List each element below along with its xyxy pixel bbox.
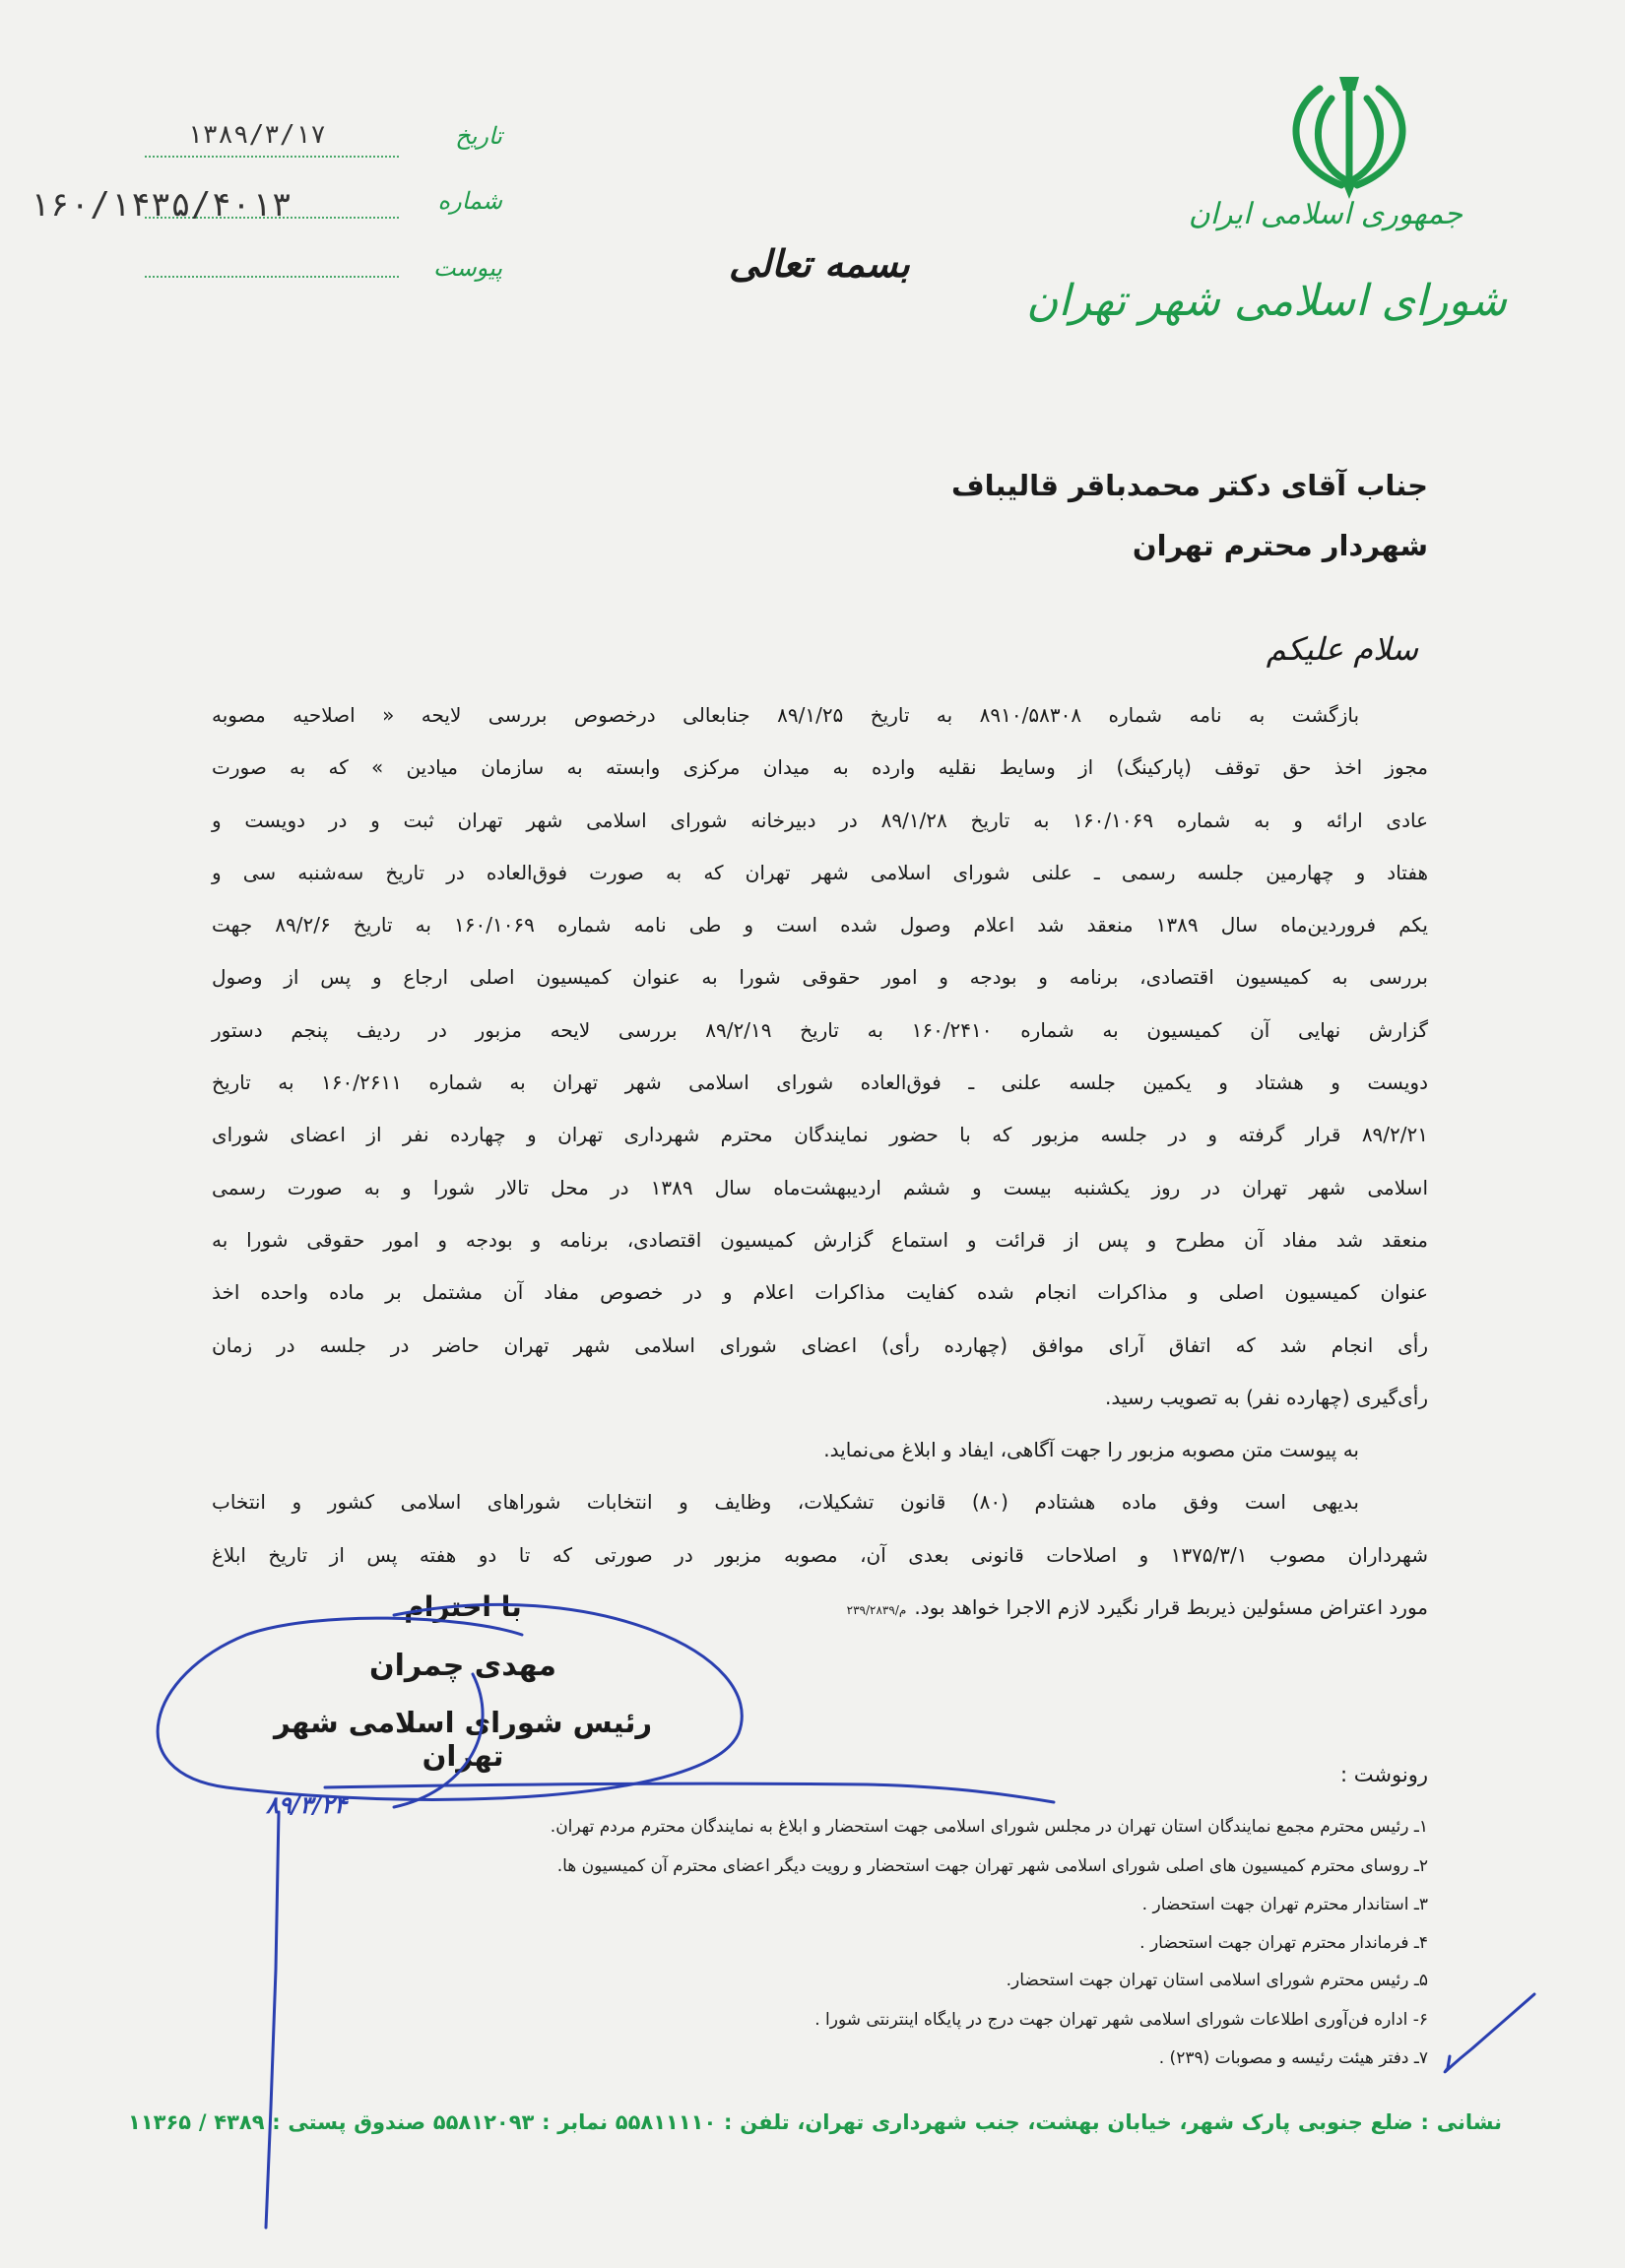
body-line: بررسی به کمیسیون اقتصادی، برنامه و بودجه و امور حقوقی شورا به عنوان کمیسیون اصلی ارجاع و پس از وصول [212, 965, 1428, 990]
invocation: بسمه تعالی [729, 241, 910, 286]
body-line: مجوز اخذ حق توقف (پارکینگ) از وسایط نقلیه وارده به میدان مرکزی وابسته به سازمان میادین » که به صورت [212, 755, 1428, 780]
body-line: اسلامی شهر تهران در روز یکشنبه بیست و ششم اردیبهشت‌ماه سال ۱۳۸۹ در محل تالار شورا و به صورت رسمی [212, 1175, 1428, 1199]
republic-title: جمهوری اسلامی ایران [1188, 197, 1462, 231]
body-line: یکم فروردین‌ماه سال ۱۳۸۹ منعقد شد اعلام وصول شده است و طی نامه شماره ۱۶۰/۱۰۶۹ به تاریخ ۸۹/۲/۶ جهت [212, 913, 1429, 938]
body-line: گزارش نهایی آن کمیسیون به شماره ۱۶۰/۲۴۱۰ به تاریخ ۸۹/۲/۱۹ بررسی لایحه مزبور در ردیف پنجم دستور [212, 1017, 1428, 1042]
cc-item: ۱ـ رئیس محترم مجمع نمایندگان استان تهران در مجلس شورای اسلامی جهت استحضار و ابلاغ به نمایندگان محترم مردم تهران. [550, 1817, 1428, 1837]
body-line: بدیهی است وفق ماده هشتادم (۸۰) قانون تشکیلات، وظایف و انتخابات شوراهای اسلامی کشور و انتخاب [212, 1490, 1359, 1515]
body-line: منعقد شد مفاد آن مطرح و پس از قرائت و استماع گزارش کمیسیون اقتصادی، برنامه و بودجه و امور حقوقی شورا به [212, 1227, 1428, 1252]
body-line: بازگشت به نامه شماره ۸۹۱۰/۵۸۳۰۸ به تاریخ ۸۹/۱/۲۵ جنابعالی درخصوص بررسی لایحه « اصلاحیه مصوبه [212, 703, 1360, 727]
date-value: ۱۳۸۹/۳/۱۷ [187, 120, 326, 150]
number-label: شماره [437, 187, 502, 215]
body-line: هفتاد و چهارمین جلسه رسمی ـ علنی شورای اسلامی شهر تهران که به صورت فوق‌العاده در تاریخ سه‌شنبه سی و [212, 860, 1428, 884]
body-line: رأی انجام شد که اتفاق آرای موافق (چهارده رأی) اعضای شورای اسلامی شهر تهران حاضر در جلسه در زمان [212, 1332, 1428, 1357]
cc-title: رونوشت : [1340, 1763, 1428, 1786]
greeting: سلام علیکم [1266, 630, 1418, 668]
body-line-text: مورد اعتراض مسئولین ذیربط قرار نگیرد لازم الاجرا خواهد بود. [914, 1595, 1428, 1620]
letter-body [212, 689, 1428, 1637]
date-line [145, 156, 399, 158]
reference-code: م/۲۳۹/۲۸۳۹ [846, 1603, 907, 1618]
body-attachment-line: به پیوست متن مصوبه مزبور را جهت آگاهی، ایفاد و ابلاغ می‌نماید. [823, 1438, 1359, 1462]
cc-item: ۷ـ دفتر هیئت رئیسه و مصوبات (۲۳۹) . [1158, 2048, 1428, 2068]
attachment-line [145, 276, 399, 278]
number-value: ۱۶۰/۱۴۳۵/۴۰۱۳ [30, 185, 292, 225]
body-line: عنوان کمیسیون اصلی و مذاکرات انجام شده کفایت مذاکرات اعلام و در خصوص مفاد آن مشتمل بر ماده واحده اخذ [212, 1280, 1428, 1305]
body-line: شهرداران مصوب ۱۳۷۵/۳/۱ و اصلاحات قانونی بعدی آن، مصوبه مزبور در صورتی که تا دو هفته پس از تاریخ ابلاغ [212, 1542, 1429, 1567]
cc-item: ۶- اداره فن‌آوری اطلاعات شورای اسلامی شهر تهران جهت درج در پایگاه اینترنتی شورا . [814, 2010, 1428, 2030]
body-line: رأی‌گیری (چهارده نفر) به تصویب رسید. [1105, 1385, 1428, 1409]
body-line: ۸۹/۲/۲۱ قرار گرفته و در جلسه مزبور که با حضور نمایندگان محترم شهرداری تهران و چهارده نفر از اعضای شورای [212, 1123, 1428, 1147]
body-line: عادی ارائه و به شماره ۱۶۰/۱۰۶۹ به تاریخ ۸۹/۱/۲۸ در دبیرخانه شورای اسلامی شهر تهران ثبت و در دویست و [212, 808, 1429, 832]
emblem-icon [1280, 69, 1418, 202]
attachment-label: پیوست [433, 254, 502, 282]
signer-name: مهدی چمران [369, 1649, 556, 1683]
cc-item: ۲ـ روسای محترم کمیسیون های اصلی شورای اسلامی شهر تهران جهت استحضار و رویت دیگر اعضای محترم آن کمیسیون ها. [556, 1856, 1428, 1876]
cc-item: ۵ـ رئیس محترم شورای اسلامی استان تهران جهت استحضار. [1006, 1971, 1428, 1990]
cc-item: ۴ـ فرماندار محترم تهران جهت استحضار . [1139, 1933, 1428, 1953]
handwritten-date: ۸۹/۳/۲۴ [266, 1790, 347, 1819]
date-label: تاریخ [455, 122, 502, 150]
addressee-name: جناب آقای دکتر محمدباقر قالیباف [950, 469, 1428, 502]
closing: با احترام [404, 1590, 522, 1623]
council-title: شورای اسلامی شهر تهران [1026, 276, 1507, 326]
signer-title: رئیس شورای اسلامی شهر تهران [273, 1706, 653, 1773]
footer-address: نشانی : ضلع جنوبی پارک شهر، خیابان بهشت، جنب شهرداری تهران، تلفن : ۵۵۸۱۱۱۱۰ نمابر : ۵۵۸۱۲۰۹۳ صندوق پستی : ۴۳۸۹ / ۱۱۳۶۵ [128, 2110, 1502, 2134]
body-line: دویست و هشتاد و یکمین جلسه علنی ـ فوق‌العاده شورای اسلامی شهر تهران به شماره ۱۶۰/۲۶۱۱ به تاریخ [212, 1070, 1428, 1095]
addressee-title: شهردار محترم تهران [1132, 529, 1428, 562]
cc-item: ۳ـ استاندار محترم تهران جهت استحضار . [1141, 1895, 1428, 1914]
